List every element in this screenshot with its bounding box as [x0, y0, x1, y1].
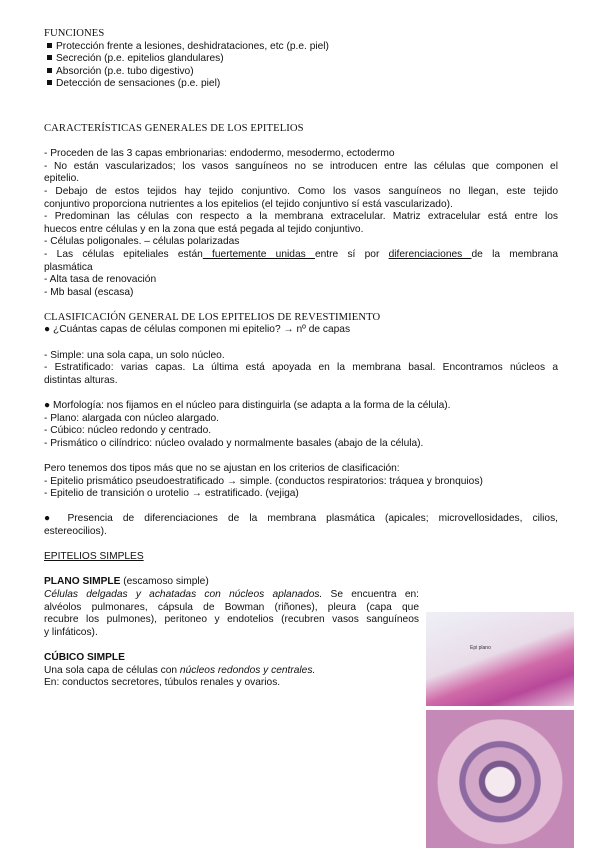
text-line: y linfáticos).: [44, 626, 98, 638]
plano-simple-section: PLANO SIMPLE (escamoso simple) Células delgadas y achatadas con núcleos aplanados. Se encuentra en: alvéolos pulmonares, cápsula de Bowman (riñones), pleura (capa que recubre los pulmones), peritoneo y endotelios (recubren vasos sanguíneos y linfáticos).: [44, 576, 419, 638]
square-bullet-icon: [47, 80, 52, 85]
text-line: ● Presencia de diferenciaciones de la membrana plasmática (apicales; microvellosidades, cilios,: [44, 513, 558, 525]
text-line: - Debajo de estos tejidos hay tejido conjuntivo. Como los vasos sanguíneos no llegan, este tejido: [44, 185, 558, 197]
square-bullet-icon: [47, 68, 52, 73]
plano-heading: PLANO SIMPLE: [44, 576, 121, 588]
list-item: Detección de sensaciones (p.e. piel): [44, 78, 558, 91]
list-item: Protección frente a lesiones, deshidrataciones, etc (p.e. piel): [44, 41, 558, 54]
funciones-list: [44, 41, 558, 91]
text-line: Pero tenemos dos tipos más que no se ajustan en los criterios de clasificación:: [44, 463, 400, 474]
caracteristicas-title: CARACTERÍSTICAS GENERALES DE LOS EPITELIOS: [44, 122, 304, 134]
text-line: epitelio.: [44, 173, 80, 185]
text-line: - Células poligonales. – células polarizadas: [44, 236, 240, 248]
micrograph-label: Epi plano: [470, 645, 491, 651]
caracteristicas-body: [44, 148, 558, 299]
text-line: estereocilios).: [44, 525, 107, 537]
micrograph-cubico-simple: [426, 710, 574, 848]
text-line: - Epitelio de transición o urotelio → estratificado. (vejiga): [44, 488, 299, 500]
square-bullet-icon: [47, 43, 52, 48]
text-line: - Alta tasa de renovación: [44, 274, 157, 286]
cubico-simple-section: CÚBICO SIMPLE Una sola capa de células con núcleos redondos y centrales. En: conductos secretores, túbulos renales y ovarios.: [44, 652, 419, 690]
text-line: - Epitelio prismático pseudoestratificado → simple. (conductos respiratorios: tráquea y bronquios): [44, 475, 483, 487]
text-line: recubre los pulmones), peritoneo y endotelios (recubren vasos sanguíneos: [44, 614, 419, 626]
text-line: ● Morfología: nos fijamos en el núcleo para distinguirla (se adapta a la forma de la célula).: [44, 400, 451, 412]
text-line: - Las células epiteliales están fuertemente unidas entre sí por diferenciaciones de la membrana: [44, 248, 558, 260]
text-line: En: conductos secretores, túbulos renales y ovarios.: [44, 677, 281, 689]
text-line: conjuntivo proporciona nutrientes a los epitelios (el tejido conjuntivo sí está vascularizado).: [44, 198, 453, 210]
text-line: - Cúbico: núcleo redondo y centrado.: [44, 425, 212, 437]
text-line: - Simple: una sola capa, un solo núcleo.: [44, 349, 225, 361]
clasificacion-title: CLASIFICACIÓN GENERAL DE LOS EPITELIOS DE REVESTIMIENTO: [44, 311, 381, 323]
funciones-title: FUNCIONES: [44, 28, 105, 39]
square-bullet-icon: [47, 55, 52, 60]
list-item: Absorción (p.e. tubo digestivo): [44, 66, 558, 79]
text-line: plasmática: [44, 261, 93, 273]
simples-title: EPITELIOS SIMPLES: [44, 551, 144, 563]
text-line: - No están vascularizados; los vasos sanguíneos no se introducen entre las células que componen el: [44, 160, 558, 172]
text-line: - Prismático o cilíndrico: núcleo ovalado y normalmente basales (abajo de la célula).: [44, 437, 424, 449]
text-line: - Proceden de las 3 capas embrionarias: endodermo, mesodermo, ectodermo: [44, 148, 395, 160]
text-line: alvéolos pulmonares, cápsula de Bowman (riñones), pleura (capa que: [44, 601, 419, 613]
capas-question: ● ¿Cuántas capas de células componen mi epitelio? → nº de capas: [44, 324, 351, 336]
text-line: - Mb basal (escasa): [44, 286, 134, 298]
list-item: Secreción (p.e. epitelios glandulares): [44, 53, 558, 66]
micrograph-plano-simple: [426, 612, 574, 706]
text-line: - Predominan las células con respecto a la membrana extracelular. Matriz extracelular está entre los: [44, 211, 558, 223]
cubico-heading: CÚBICO SIMPLE: [44, 651, 125, 663]
text-line: distintas alturas.: [44, 374, 118, 386]
text-line: huecos entre células y en la zona que está pegada al tejido conjuntivo.: [44, 223, 364, 235]
document-page: [44, 28, 558, 690]
text-line: - Estratificado: varias capas. La última está apoyada en la membrana basal. Encontramos núcleos a: [44, 362, 558, 374]
text-line: - Plano: alargada con núcleo alargado.: [44, 412, 220, 424]
